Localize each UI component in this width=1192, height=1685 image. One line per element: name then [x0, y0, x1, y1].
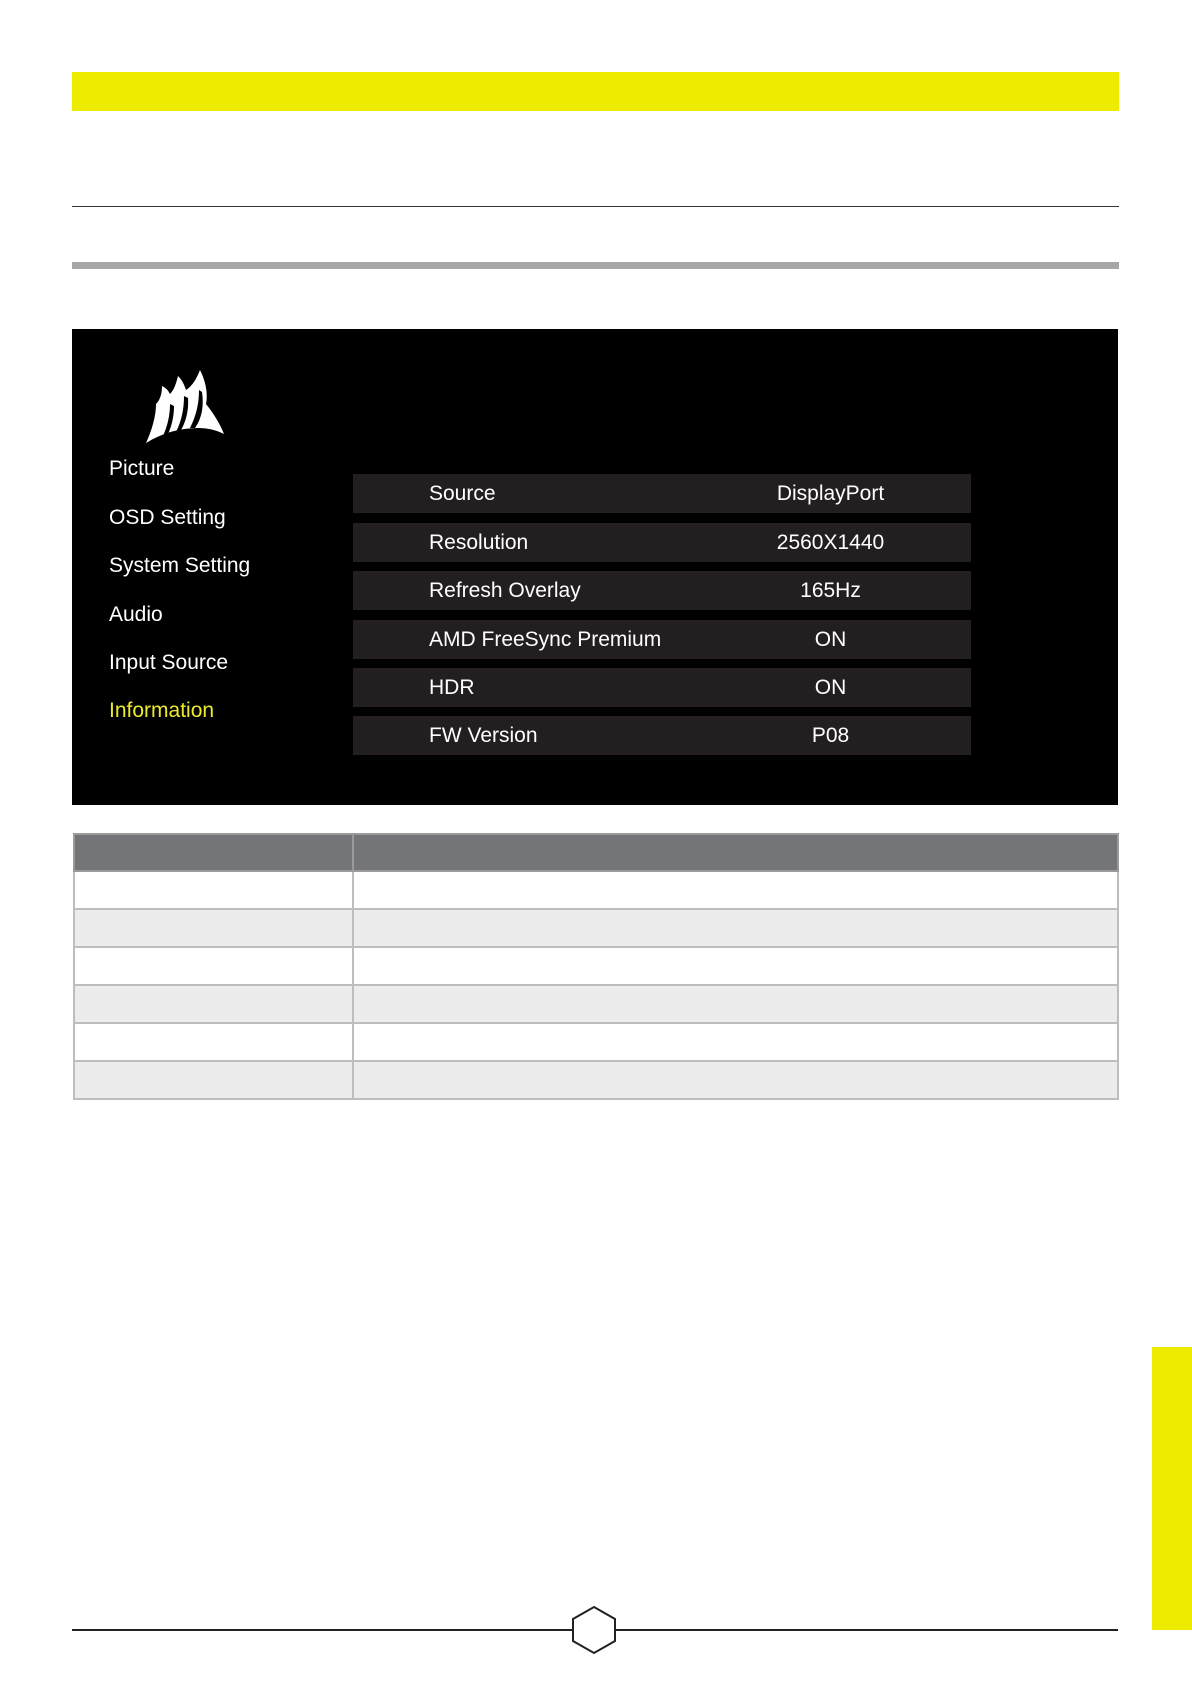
header-divider — [72, 206, 1119, 207]
table-row — [74, 985, 1118, 1023]
info-value: DisplayPort — [776, 482, 885, 505]
info-value: ON — [814, 628, 847, 651]
header-accent-band — [72, 72, 1119, 111]
table-header-cell — [353, 834, 1118, 871]
table-row — [74, 909, 1118, 947]
table-cell — [353, 909, 1118, 947]
info-label: Refresh Overlay — [429, 579, 581, 602]
table-row — [74, 1061, 1118, 1099]
info-value: P08 — [811, 724, 850, 747]
menu-item-picture[interactable]: Picture — [109, 457, 175, 480]
table-cell — [353, 947, 1118, 985]
info-label: HDR — [429, 676, 475, 699]
menu-item-system-setting[interactable]: System Setting — [109, 554, 251, 577]
table-cell — [74, 1061, 353, 1099]
side-chapter-tab — [1152, 1347, 1192, 1630]
info-value: 165Hz — [800, 579, 861, 602]
info-value: ON — [814, 676, 847, 699]
info-row-hdr — [353, 668, 971, 707]
table-cell — [353, 871, 1118, 909]
table-cell — [353, 1061, 1118, 1099]
page-number-hexagon-icon — [571, 1605, 617, 1655]
table-cell — [74, 985, 353, 1023]
osd-menu-screenshot — [72, 329, 1118, 805]
information-table — [73, 833, 1119, 1100]
table-row — [74, 947, 1118, 985]
menu-item-input-source[interactable]: Input Source — [109, 651, 229, 674]
info-row-freesync — [353, 620, 971, 659]
info-label: AMD FreeSync Premium — [429, 628, 662, 651]
info-row-resolution — [353, 523, 971, 562]
info-label: Resolution — [429, 531, 529, 554]
table-header-row — [74, 834, 1118, 871]
table-header-cell — [74, 834, 353, 871]
table-cell — [353, 1023, 1118, 1061]
info-label: FW Version — [429, 724, 538, 747]
table-row — [74, 871, 1118, 909]
info-value: 2560X1440 — [776, 531, 885, 554]
info-row-fw-version — [353, 716, 971, 755]
info-row-refresh-overlay — [353, 571, 971, 610]
table-cell — [74, 909, 353, 947]
menu-item-information[interactable]: Information — [109, 699, 215, 722]
corsair-sails-logo-icon — [144, 368, 226, 444]
table-cell — [353, 985, 1118, 1023]
info-label: Source — [429, 482, 496, 505]
table-cell — [74, 947, 353, 985]
menu-item-osd-setting[interactable]: OSD Setting — [109, 506, 226, 529]
menu-item-audio[interactable]: Audio — [109, 603, 163, 626]
info-row-source — [353, 474, 971, 513]
table-cell — [74, 871, 353, 909]
table-row — [74, 1023, 1118, 1061]
table-cell — [74, 1023, 353, 1061]
section-divider — [72, 262, 1119, 269]
